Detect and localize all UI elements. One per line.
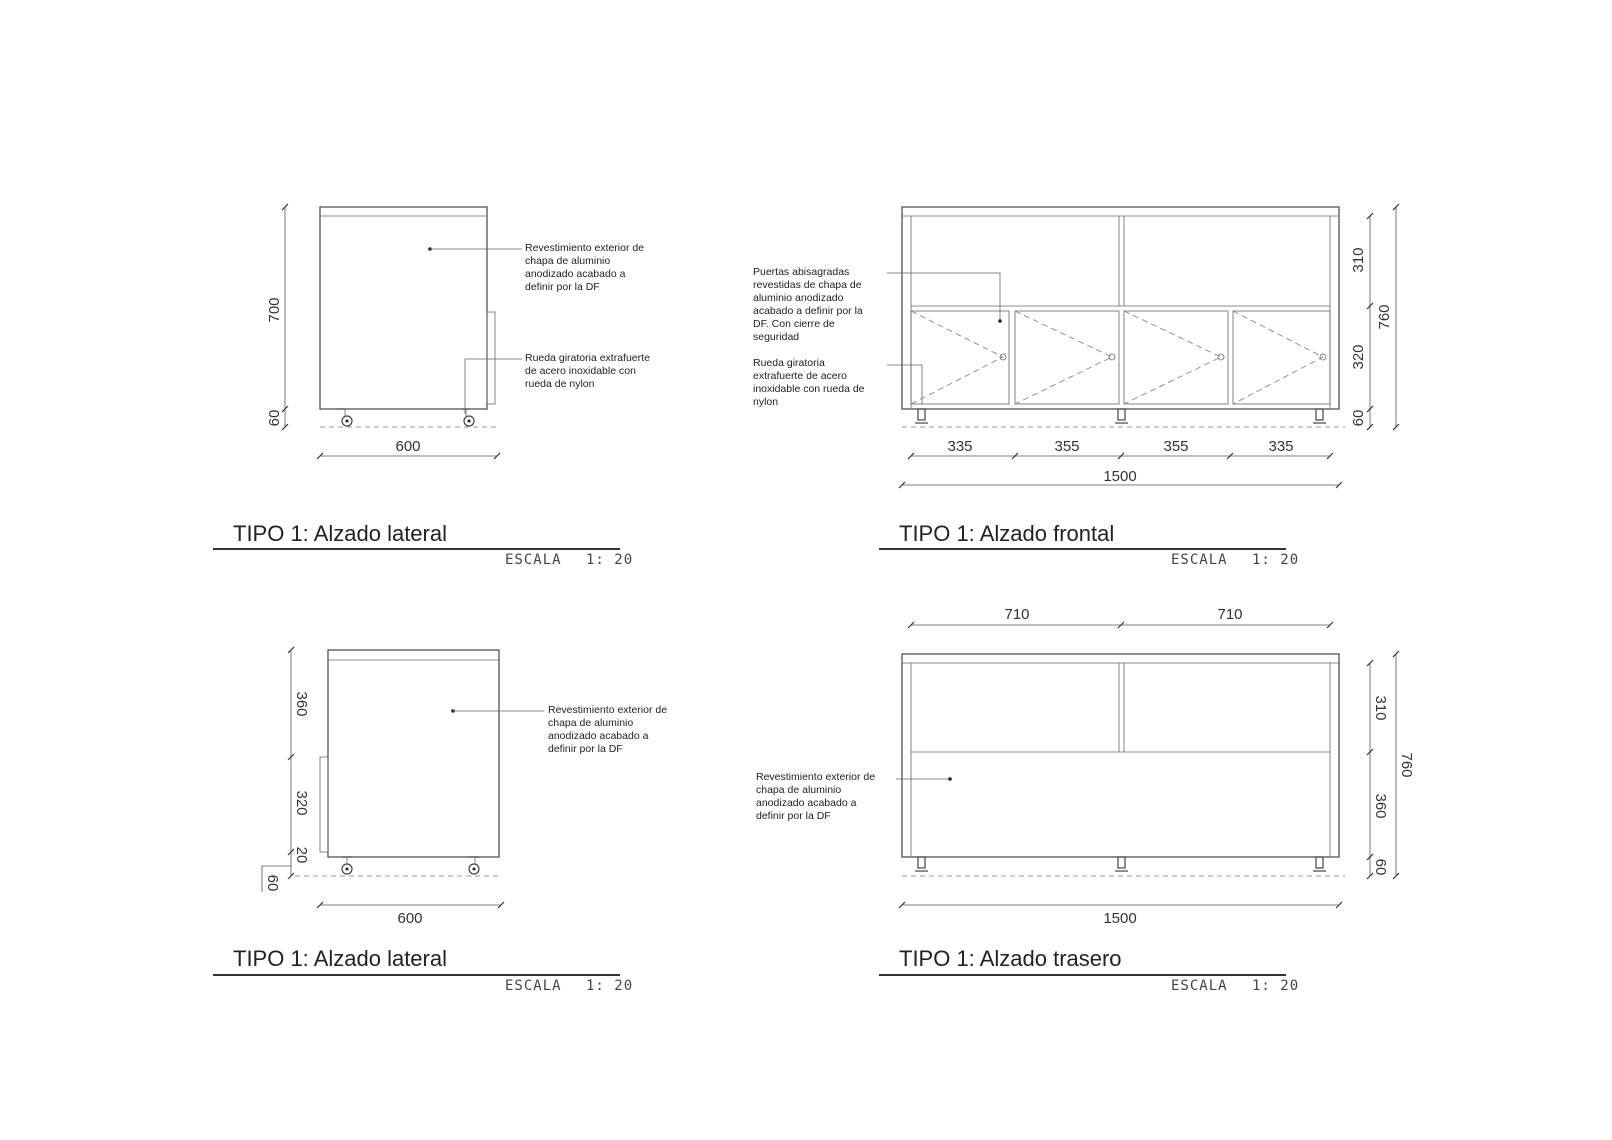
dim-width-355: 355	[1163, 438, 1189, 455]
caster-wheel	[337, 409, 352, 426]
dim-height-310: 310	[1350, 247, 1367, 273]
note-cladding: Revestimiento exterior de chapa de aluminio anodizado acabado a definir por la DF	[756, 771, 876, 822]
hinged-door	[1233, 311, 1330, 404]
dim-height-760: 760	[1398, 752, 1415, 778]
leveling-foot	[1313, 857, 1326, 871]
dim-width-1500: 1500	[1103, 468, 1137, 485]
leveling-foot	[1313, 409, 1326, 423]
note-hinged-doors: Puertas abisagradas revestidas de chapa de aluminio anodizado acabado a definir por la DF. Con cierre de seguridad	[753, 266, 863, 343]
leveling-foot	[915, 409, 928, 423]
dim-height-60: 60	[1372, 858, 1389, 876]
dim-height-760: 760	[1376, 304, 1393, 330]
dim-width-355: 355	[1054, 438, 1080, 455]
scale-label: ESCALA	[505, 978, 562, 994]
cabinet-body	[902, 654, 1339, 857]
leveling-foot	[1115, 857, 1128, 871]
caster-wheel	[469, 857, 479, 874]
side-elevation-top	[213, 204, 653, 568]
front-elevation	[753, 204, 1399, 568]
side-elevation-bottom	[213, 647, 670, 994]
leveling-foot	[915, 857, 928, 871]
dim-width-600: 600	[395, 438, 421, 455]
leader-line	[887, 273, 1000, 321]
note-wheel: Rueda giratoria extrafuerte de acero inoxidable con rueda de nylon	[525, 352, 650, 390]
hinged-door	[1124, 311, 1228, 404]
dim-width-710: 710	[1217, 606, 1243, 623]
dim-width-335: 335	[947, 438, 973, 455]
drawing-title: TIPO 1: Alzado lateral	[233, 521, 447, 546]
note-cladding: Revestimiento exterior de chapa de aluminio anodizado acabado a definir por la DF	[548, 704, 668, 755]
scale-label: ESCALA	[505, 552, 562, 568]
rear-elevation	[756, 606, 1415, 994]
scale-label: ESCALA	[1171, 552, 1228, 568]
cabinet-body	[328, 650, 499, 857]
dim-height-360: 360	[1372, 793, 1389, 819]
scale-value: 1: 20	[1252, 552, 1300, 568]
note-cladding: Revestimiento exterior de chapa de aluminio anodizado acabado a definir por la DF	[525, 242, 645, 293]
scale-label: ESCALA	[1171, 978, 1228, 994]
leveling-foot	[1115, 409, 1128, 423]
dim-height-20: 20	[293, 846, 310, 864]
dim-width-710: 710	[1004, 606, 1030, 623]
cabinet-body	[902, 207, 1339, 409]
door-handle-side	[320, 757, 328, 852]
hinged-door	[911, 311, 1009, 404]
dim-height-60: 60	[264, 874, 281, 892]
scale-value: 1: 20	[1252, 978, 1300, 994]
door-handle-side	[487, 312, 495, 404]
caster-wheel	[462, 409, 474, 426]
dim-width-600: 600	[397, 910, 423, 927]
dim-height-320: 320	[1350, 344, 1367, 370]
dim-height-60: 60	[266, 409, 283, 427]
cabinet-body	[320, 207, 487, 409]
drawing-title: TIPO 1: Alzado lateral	[233, 946, 447, 971]
scale-value: 1: 20	[586, 978, 634, 994]
drawing-title: TIPO 1: Alzado frontal	[899, 521, 1115, 546]
note-wheel: Rueda giratoria extrafuerte de acero inoxidable con rueda de nylon	[753, 357, 865, 408]
dim-height-320: 320	[293, 790, 310, 816]
leader-line	[887, 365, 922, 404]
dim-height-700: 700	[266, 297, 283, 323]
dim-width-335: 335	[1268, 438, 1294, 455]
hinged-door	[1015, 311, 1119, 404]
dim-width-1500: 1500	[1103, 910, 1137, 927]
dim-height-60: 60	[1350, 409, 1367, 427]
scale-value: 1: 20	[586, 552, 634, 568]
caster-wheel	[342, 857, 352, 874]
dim-height-360: 360	[293, 691, 310, 717]
drawing-title: TIPO 1: Alzado trasero	[899, 946, 1122, 971]
dim-height-310: 310	[1372, 695, 1389, 721]
leader-line	[465, 359, 522, 414]
